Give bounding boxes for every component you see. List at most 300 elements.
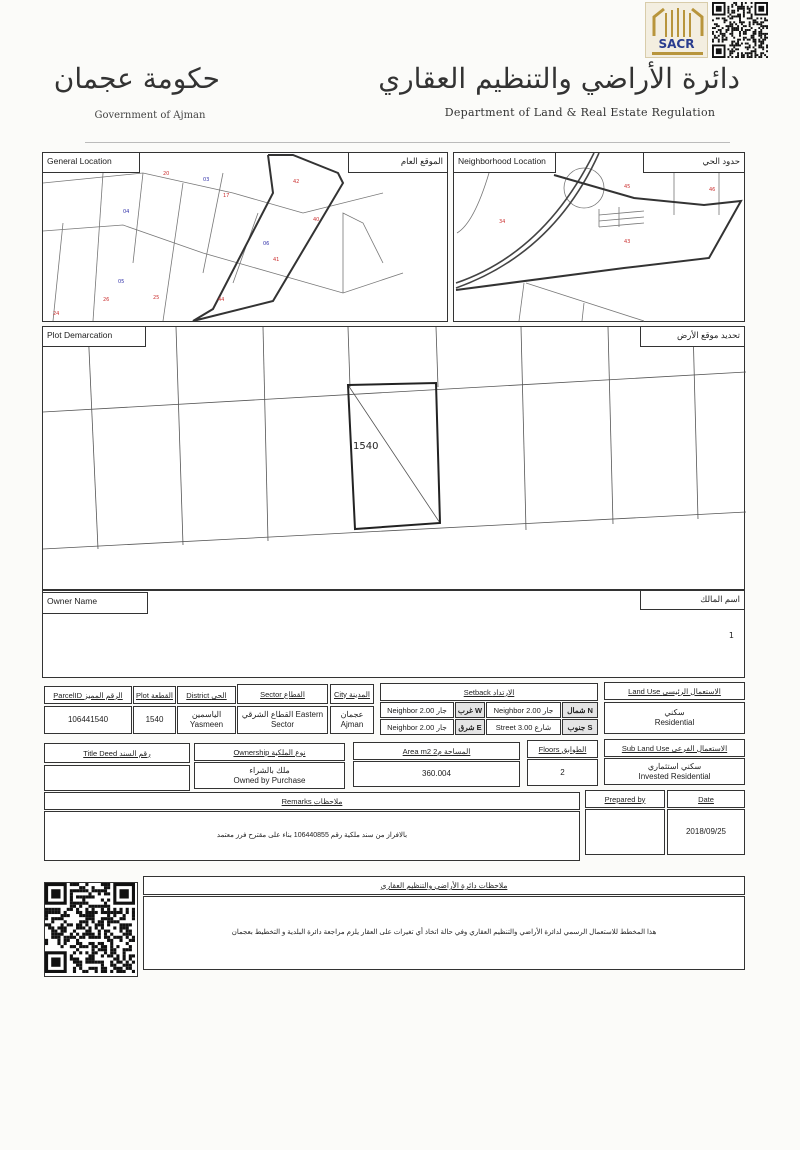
qr-module [741,4,743,6]
qr-module [57,936,60,939]
qr-module [762,39,764,41]
title-deed-value [44,765,190,791]
qr-module [743,54,745,56]
qr-module [64,920,67,923]
qr-module [104,889,107,892]
qr-module [101,967,104,970]
qr-module [113,920,116,923]
qr-module [722,41,724,43]
qr-module [123,923,126,926]
header-divider [85,142,730,143]
qr-module [749,46,751,48]
qr-module [123,948,126,951]
qr-module [758,44,760,46]
qr-module [754,56,756,58]
qr-module [731,17,733,19]
qr-module [716,17,718,19]
land-use-ar: سكني [664,708,685,718]
qr-module [79,886,82,889]
qr-module [739,6,741,8]
qr-module [735,23,737,25]
parcel-id-value: 106441540 [44,706,132,734]
qr-module [718,39,720,41]
qr-module [48,926,51,929]
city-value [330,706,374,734]
qr-module [73,967,76,970]
qr-module [762,33,764,35]
qr-module [88,936,91,939]
qr-module [116,961,119,964]
svg-text:46: 46 [709,187,716,193]
qr-module [126,961,129,964]
qr-module [741,8,743,10]
qr-finder [716,48,722,54]
svg-text:24: 24 [53,311,60,317]
qr-module [110,920,113,923]
setback-west-dir: غرب W [455,702,485,718]
qr-module [758,39,760,41]
qr-module [88,961,91,964]
qr-module [85,895,88,898]
qr-module [741,43,743,45]
general-location-label-ar: الموقع العام [348,152,448,173]
qr-module [726,29,728,31]
qr-module [758,31,760,33]
qr-module [747,56,749,58]
qr-module [731,31,733,33]
qr-module [729,44,731,46]
qr-module [73,902,76,905]
qr-module [751,27,753,29]
qr-module [79,911,82,914]
qr-module [729,17,731,19]
qr-module [754,31,756,33]
qr-module [54,936,57,939]
qr-module [751,56,753,58]
qr-module [712,19,714,21]
qr-module [729,25,731,27]
qr-module [749,56,751,58]
qr-module [739,16,741,18]
qr-module [61,923,64,926]
qr-module [92,954,95,957]
general-location-map [42,152,448,322]
qr-module [737,14,739,16]
qr-module [113,957,116,960]
qr-module [739,39,741,41]
qr-module [758,41,760,43]
qr-module [129,923,132,926]
qr-module [747,46,749,48]
qr-module [741,52,743,54]
qr-module [85,889,88,892]
qr-module [70,895,73,898]
qr-module [101,905,104,908]
qr-module [712,27,714,29]
qr-module [126,926,129,929]
qr-module [88,895,91,898]
qr-module [712,31,714,33]
qr-module [753,19,755,21]
qr-module [727,29,729,31]
qr-module [101,948,104,951]
qr-module [718,17,720,19]
qr-module [70,923,73,926]
qr-module [119,930,122,933]
qr-module [737,54,739,56]
qr-module [101,899,104,902]
qr-module [61,917,64,920]
qr-module [88,926,91,929]
qr-module [123,917,126,920]
qr-module [737,52,739,54]
svg-text:44: 44 [218,297,225,303]
qr-module [107,908,110,911]
qr-module [735,56,737,58]
qr-module [737,41,739,43]
svg-text:25: 25 [153,295,160,301]
land-use-en: Residential [654,718,695,727]
qr-module [45,942,48,945]
qr-module [61,914,64,917]
qr-module [54,911,57,914]
qr-module [749,23,751,25]
title-deed-header: Title Deed رقم السند [44,743,190,763]
qr-module [733,16,735,18]
qr-module [61,945,64,948]
qr-module [104,933,107,936]
qr-module [766,56,768,58]
qr-module [132,914,135,917]
qr-module [741,54,743,56]
qr-module [741,27,743,29]
qr-module [754,33,756,35]
qr-module [45,908,48,911]
city-ar: عجمان [340,710,364,720]
qr-module [743,56,745,58]
owner-name-label: Owner Name [42,592,148,614]
qr-module [731,52,733,54]
qr-module [737,43,739,45]
qr-module [753,31,755,33]
qr-module [737,10,739,12]
qr-module [751,35,753,37]
qr-module [85,902,88,905]
qr-module [735,29,737,31]
qr-module [113,914,116,917]
qr-module [731,23,733,25]
qr-module [70,899,73,902]
land-use-header: Land Use الاستعمال الرئيسي [604,682,745,700]
sector-value [237,706,328,734]
qr-module [762,21,764,23]
qr-module [64,942,67,945]
qr-module [735,2,737,4]
qr-module [92,951,95,954]
qr-module [743,33,745,35]
qr-module [98,889,101,892]
qr-module [731,56,733,58]
qr-module [764,37,766,39]
qr-module [70,883,73,886]
qr-module [739,35,741,37]
qr-module [735,43,737,45]
svg-text:41: 41 [273,257,280,263]
qr-module [749,10,751,12]
qr-module [101,964,104,967]
qr-module [95,936,98,939]
qr-module [76,961,79,964]
qr-module [82,945,85,948]
qr-module [731,35,733,37]
qr-module [722,33,724,35]
qr-module [727,6,729,8]
qr-module [123,970,126,973]
qr-module [101,945,104,948]
qr-module [735,48,737,50]
qr-module [764,33,766,35]
qr-module [107,930,110,933]
qr-module [766,33,768,35]
qr-module [731,25,733,27]
qr-module [745,2,747,4]
qr-module [82,886,85,889]
qr-module [104,930,107,933]
qr-module [82,970,85,973]
qr-module [101,942,104,945]
qr-module [754,19,756,21]
qr-module [712,33,714,35]
prepared-by-header: Prepared by [585,790,665,808]
qr-module [749,39,751,41]
qr-module [747,52,749,54]
qr-module [760,43,762,45]
setback-west-value: Neighbor 2.00 جار [380,702,454,718]
qr-module [754,54,756,56]
qr-module [749,8,751,10]
qr-module [70,933,73,936]
plot-demarcation-label: Plot Demarcation [42,326,146,347]
qr-module [119,911,122,914]
general-location-label: General Location [42,152,140,173]
qr-module [731,12,733,14]
qr-module [760,33,762,35]
qr-module [51,908,54,911]
qr-code-bottom-icon [44,882,138,977]
qr-module [82,895,85,898]
qr-module [722,27,724,29]
qr-module [98,920,101,923]
qr-module [119,917,122,920]
qr-module [745,52,747,54]
sub-land-use-value [604,758,745,785]
qr-module [739,8,741,10]
qr-module [733,41,735,43]
city-en: Ajman [340,720,364,729]
qr-module [747,54,749,56]
qr-module [88,942,91,945]
sacr-logo [645,2,708,58]
qr-module [116,957,119,960]
qr-module [113,964,116,967]
qr-module [751,54,753,56]
qr-module [116,954,119,957]
qr-module [126,942,129,945]
qr-module [70,892,73,895]
qr-module [760,35,762,37]
qr-module [731,41,733,43]
qr-module [51,917,54,920]
qr-module [95,926,98,929]
ownership-header: Ownership نوع الملكية [194,743,345,761]
qr-module [754,21,756,23]
qr-module [739,31,741,33]
qr-module [716,31,718,33]
qr-module [747,43,749,45]
qr-module [123,951,126,954]
qr-module [88,892,91,895]
qr-module [762,25,764,27]
qr-module [76,911,79,914]
qr-module [760,29,762,31]
qr-module [101,920,104,923]
qr-finder [51,957,60,966]
qr-module [737,48,739,50]
qr-module [739,19,741,21]
qr-module [98,948,101,951]
qr-module [119,939,122,942]
qr-module [735,27,737,29]
qr-module [76,964,79,967]
qr-module [760,41,762,43]
ownership-ar: ملك بالشراء [249,765,290,775]
qr-module [73,883,76,886]
qr-module [113,911,116,914]
qr-module [101,970,104,973]
qr-module [751,17,753,19]
qr-module [129,930,132,933]
qr-module [754,29,756,31]
qr-module [735,4,737,6]
qr-module [110,948,113,951]
qr-module [731,44,733,46]
qr-module [743,6,745,8]
svg-text:17: 17 [223,193,230,199]
qr-module [107,936,110,939]
qr-module [712,39,714,41]
qr-module [739,14,741,16]
qr-module [104,967,107,970]
qr-module [729,50,731,52]
qr-module [733,21,735,23]
qr-module [126,908,129,911]
qr-module [766,44,768,46]
qr-module [747,48,749,50]
qr-module [731,16,733,18]
qr-module [754,44,756,46]
setback-north-dir: شمال N [562,702,598,718]
qr-module [67,914,70,917]
qr-module [76,902,79,905]
qr-module [743,37,745,39]
sacr-logo-text: SACR [658,37,695,51]
qr-module [107,920,110,923]
qr-module [737,44,739,46]
qr-module [95,951,98,954]
qr-module [754,50,756,52]
qr-module [737,16,739,18]
qr-module [79,945,82,948]
qr-module [107,899,110,902]
qr-module [756,21,758,23]
qr-module [54,917,57,920]
qr-module [54,930,57,933]
qr-module [754,43,756,45]
qr-module [107,917,110,920]
area-value: 360.004 [353,761,520,787]
qr-module [116,967,119,970]
qr-module [727,10,729,12]
qr-module [733,44,735,46]
qr-module [126,964,129,967]
qr-module [743,10,745,12]
qr-module [753,33,755,35]
qr-module [113,951,116,954]
qr-module [88,957,91,960]
qr-module [57,917,60,920]
qr-module [737,8,739,10]
setback-south-dir: جنوب S [562,719,598,735]
qr-module [766,27,768,29]
qr-module [758,27,760,29]
qr-module [101,908,104,911]
qr-module [73,889,76,892]
qr-module [79,902,82,905]
qr-module [749,21,751,23]
qr-module [132,917,135,920]
qr-module [95,967,98,970]
qr-module [739,44,741,46]
qr-module [110,951,113,954]
qr-module [73,936,76,939]
qr-module [70,957,73,960]
qr-module [107,939,110,942]
qr-module [98,923,101,926]
qr-module [741,56,743,58]
qr-module [123,957,126,960]
qr-module [132,911,135,914]
qr-module [64,926,67,929]
qr-module [95,911,98,914]
city-header: City المدينة [330,684,374,704]
qr-module [743,8,745,10]
qr-module [743,16,745,18]
qr-module [764,54,766,56]
qr-module [48,911,51,914]
qr-module [726,37,728,39]
qr-module [760,31,762,33]
qr-module [743,21,745,23]
qr-module [88,911,91,914]
qr-module [766,50,768,52]
qr-module [749,17,751,19]
svg-text:43: 43 [624,239,631,245]
qr-module [119,967,122,970]
qr-module [126,967,129,970]
qr-module [116,970,119,973]
qr-module [110,954,113,957]
qr-module [116,920,119,923]
